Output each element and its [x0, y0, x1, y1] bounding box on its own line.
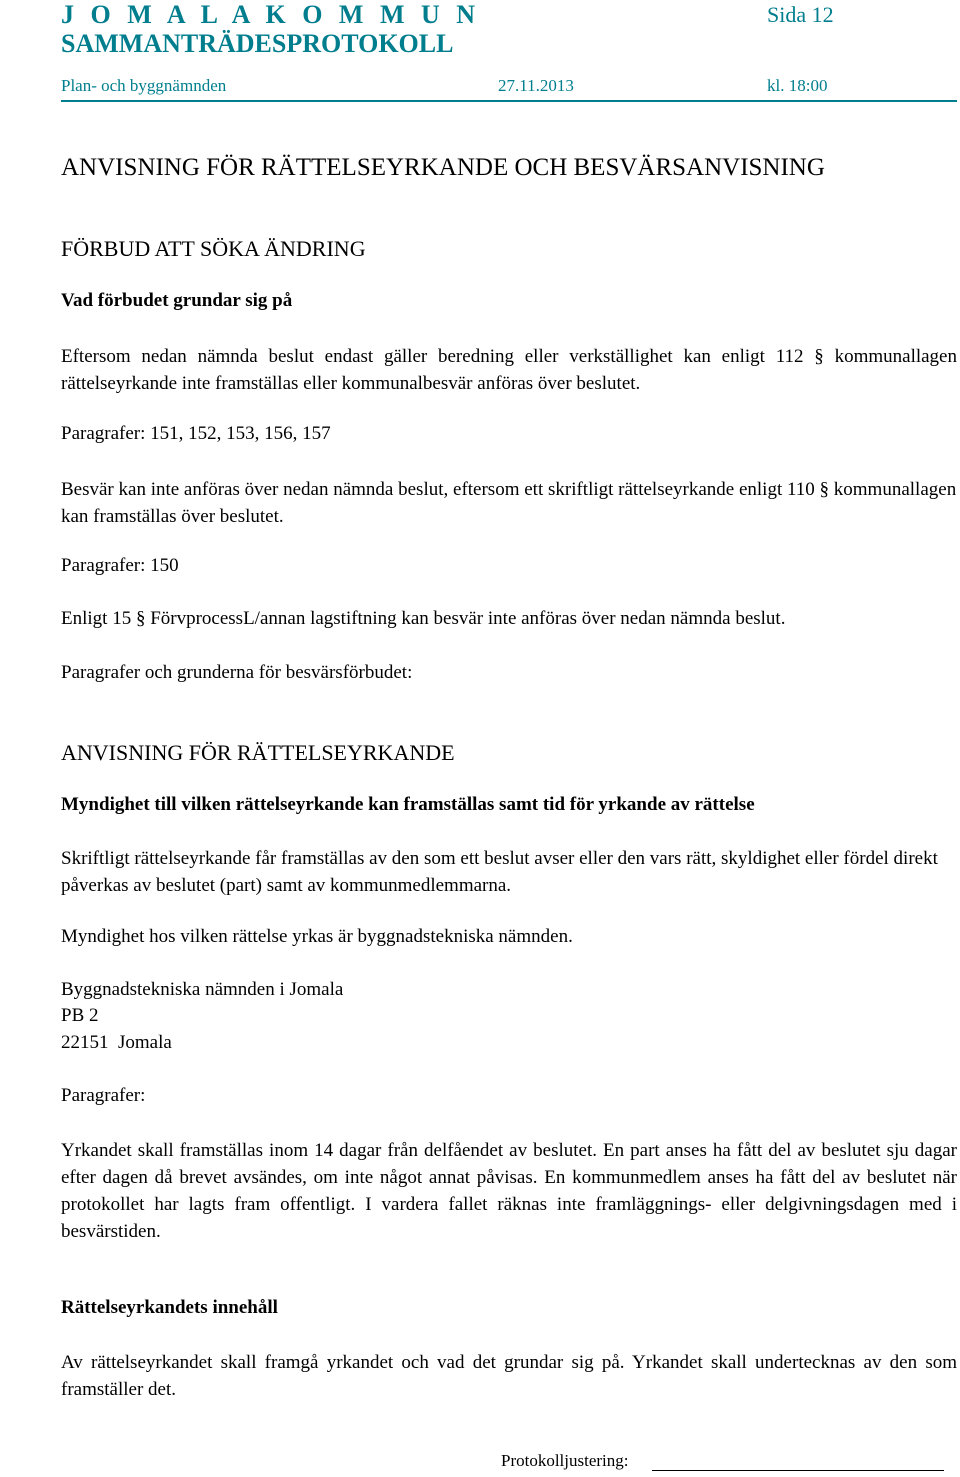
- address-line-1: Byggnadstekniska nämnden i Jomala: [61, 979, 344, 1000]
- page-number: Sida 12: [767, 2, 834, 27]
- paragraph-grounds: Paragrafer och grunderna för besvärsförbudet:: [61, 662, 413, 683]
- signature-line: [652, 1470, 944, 1471]
- authority-heading: Myndighet till vilken rättelseyrkande kan framställas samt tid för yrkande av rättelse: [61, 794, 755, 815]
- paragraph-deadline: Yrkandet skall framställas inom 14 dagar från delfåendet av beslutet. En part anses ha fått del av beslutet sju dagar efter dagen då brevet avsändes, om inte något annat påvisas. En kommunmedlem anses ha fått del av beslutet när protokollet har lagts fram offentligt. I vardera fallet räknas inte framläggnings- eller delgivningsdagen med i besvärstiden.: [61, 1140, 957, 1242]
- paragraph-enforcement: Eftersom nedan nämnda beslut endast gäller beredning eller verkställighet kan enligt 112 § kommunallagen rättelseyrkande inte framställas eller kommunalbesvär anföras över beslutet.: [61, 346, 957, 394]
- protocol-adjustment-label: Protokolljustering:: [501, 1451, 629, 1470]
- reason-heading: Vad förbudet grundar sig på: [61, 290, 293, 311]
- protocol-title: SAMMANTRÄDESPROTOKOLL: [61, 29, 454, 58]
- paragraph-list-1: Paragrafer: 151, 152, 153, 156, 157: [61, 423, 331, 444]
- committee-name: Plan- och byggnämnden: [61, 76, 227, 95]
- municipality-name: J O M A L A K O M M U N: [61, 0, 481, 29]
- paragraph-appeal: Besvär kan inte anföras över nedan nämnda beslut, eftersom ett skriftligt rättelseyrkande enligt 110 § kommunallagen kan framställas över beslutet.: [61, 479, 957, 527]
- paragraph-authority: Myndighet hos vilken rättelse yrkas är byggnadstekniska nämnden.: [61, 926, 573, 947]
- address-line-2: PB 2: [61, 1005, 99, 1026]
- paragraph-content: Av rättelseyrkandet skall framgå yrkandet och vad det grundar sig på. Yrkandet skall undertecknas av den som framställer det.: [61, 1352, 957, 1400]
- section-heading: ANVISNING FÖR RÄTTELSEYRKANDE: [61, 740, 455, 765]
- paragraph-list-2: Paragrafer: 150: [61, 555, 179, 576]
- meeting-time: kl. 18:00: [767, 76, 828, 95]
- header-rule: [61, 100, 957, 102]
- content-heading: Rättelseyrkandets innehåll: [61, 1297, 278, 1318]
- sub-heading: FÖRBUD ATT SÖKA ÄNDRING: [61, 236, 366, 261]
- address-line-3: 22151 Jomala: [61, 1032, 172, 1053]
- main-heading: ANVISNING FÖR RÄTTELSEYRKANDE OCH BESVÄRSANVISNING: [61, 154, 825, 181]
- paragraph-law: Enligt 15 § FörvprocessL/annan lagstiftning kan besvär inte anföras över nedan nämnda beslut.: [61, 608, 786, 629]
- meeting-date: 27.11.2013: [498, 76, 574, 95]
- paragraph-who-may-claim: Skriftligt rättelseyrkande får framställas av den som ett beslut avser eller den vars rätt, skyldighet eller fördel direkt påverkas av beslutet (part) samt av kommunmedlemmarna.: [61, 848, 938, 896]
- paragraph-list-3: Paragrafer:: [61, 1085, 146, 1106]
